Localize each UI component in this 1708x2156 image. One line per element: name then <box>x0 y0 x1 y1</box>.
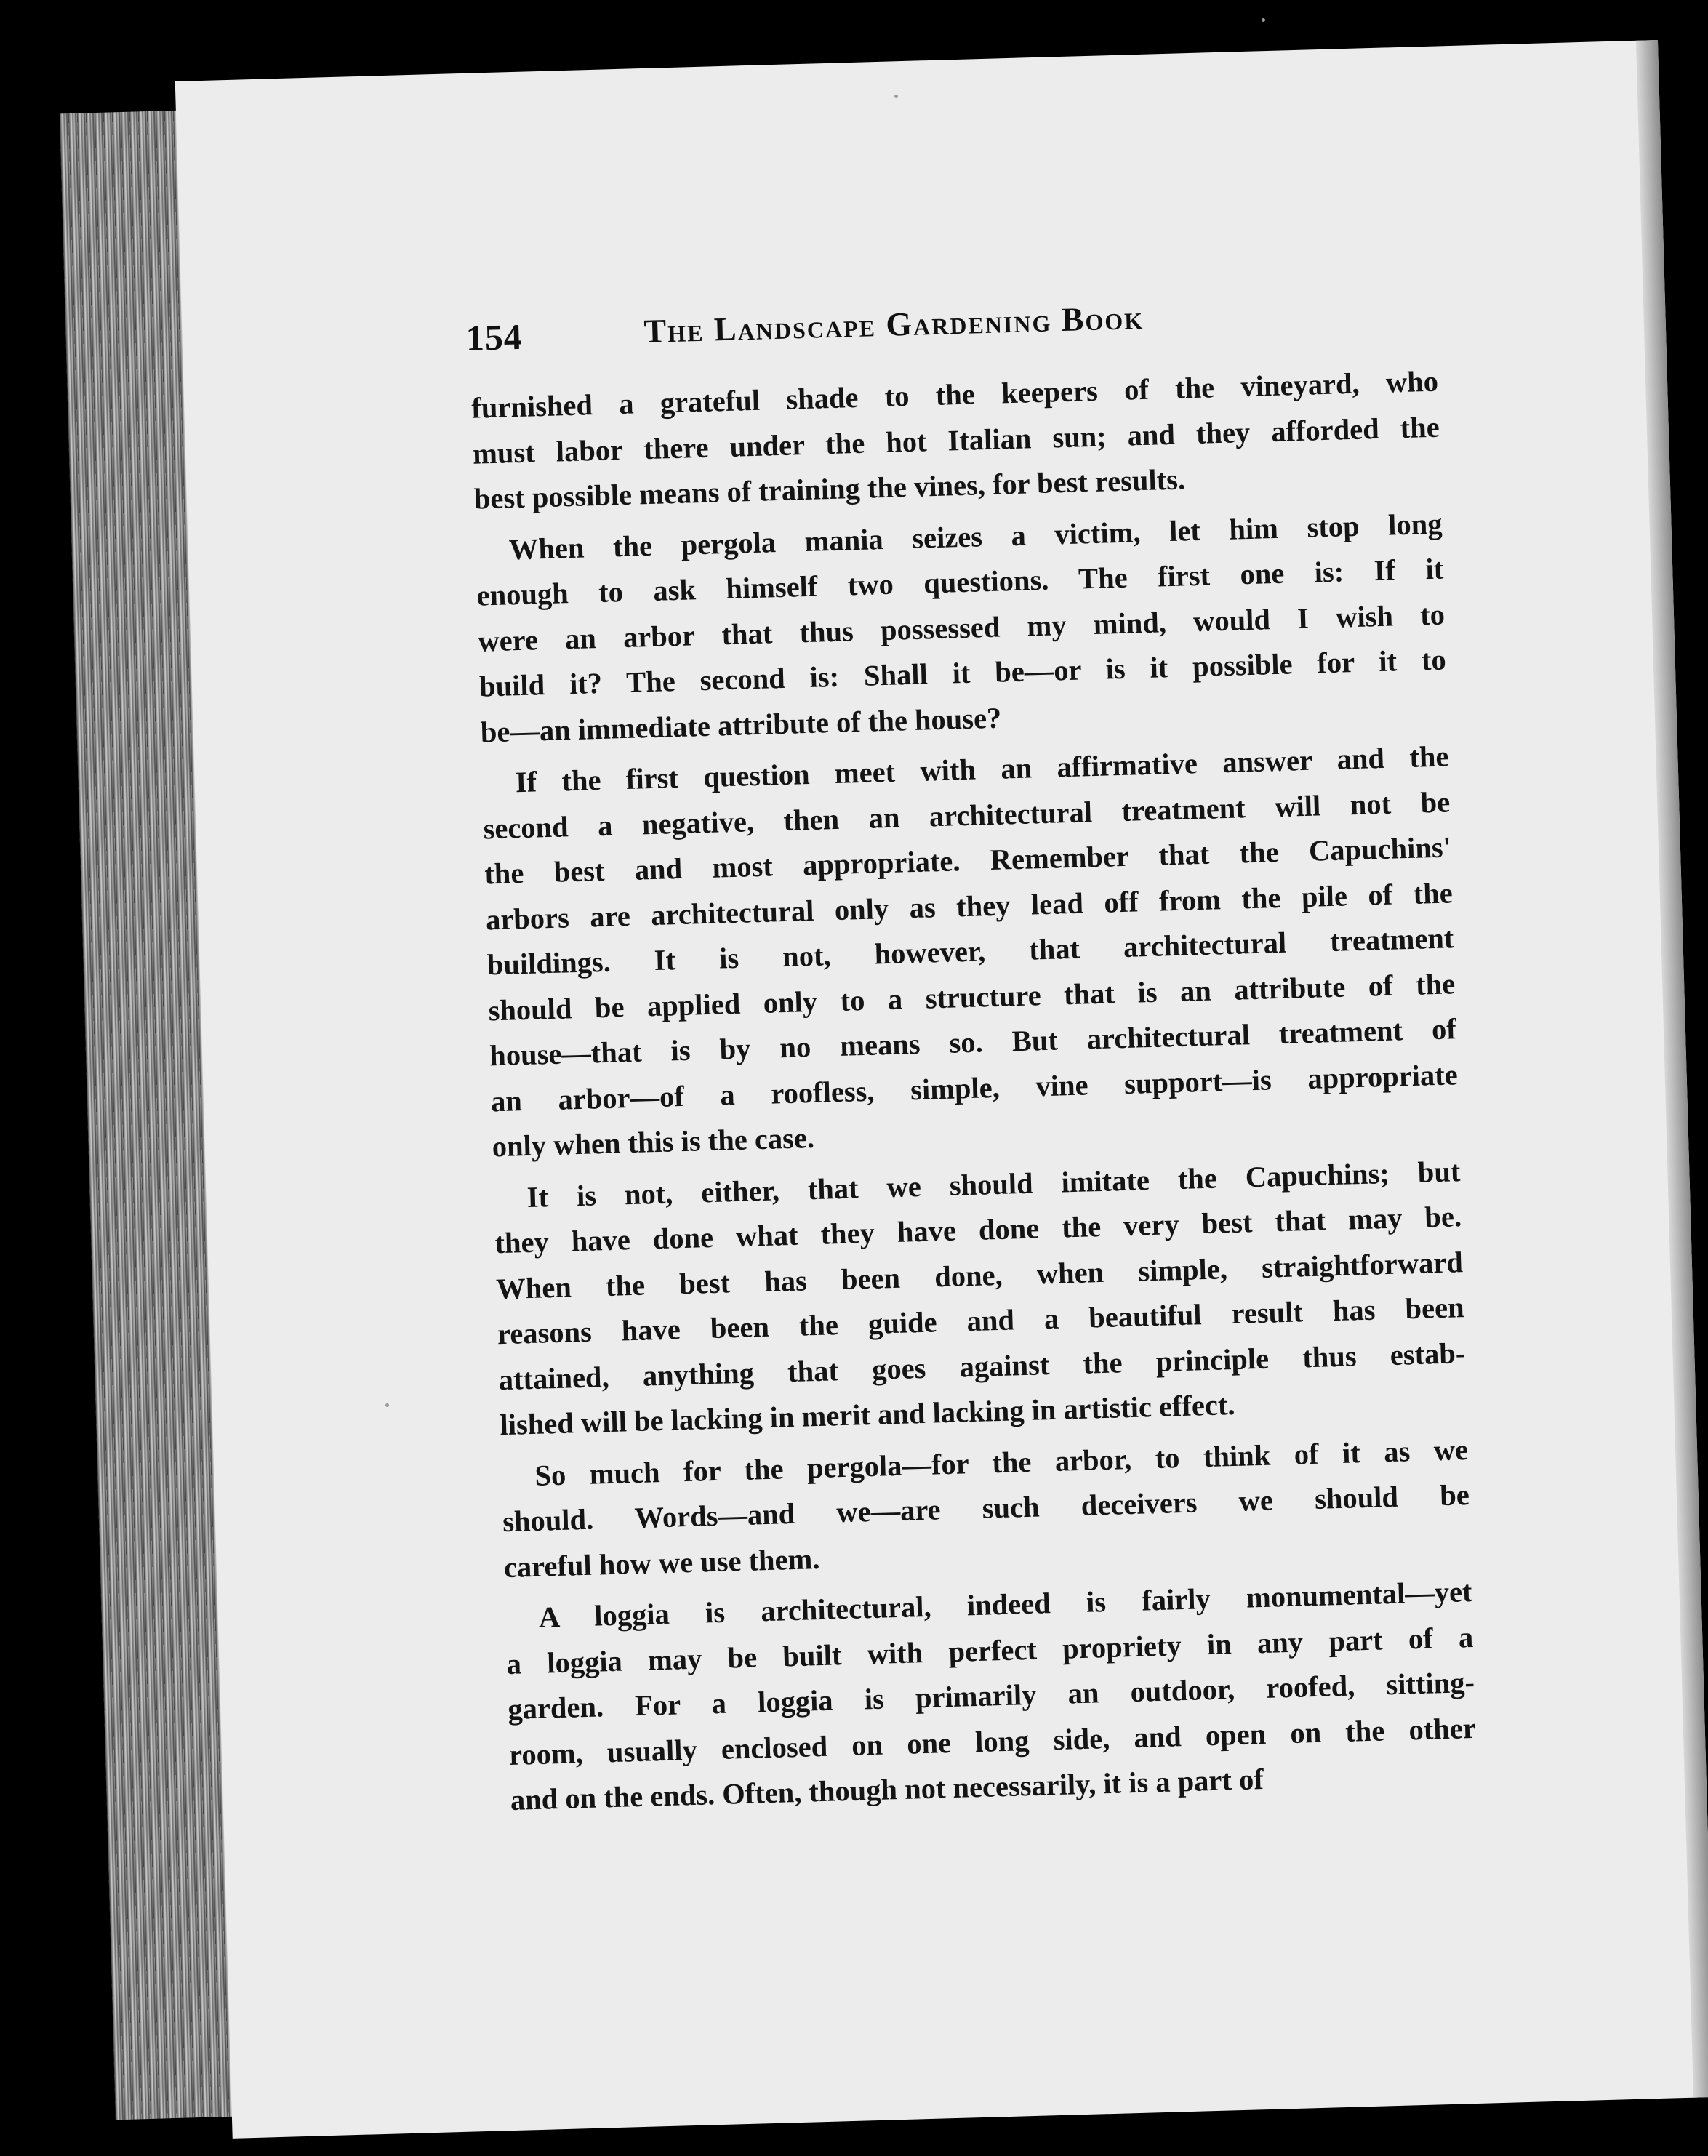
paragraph <box>505 1569 1478 1824</box>
text-line: lished will be lacking in merit and lacking in artistic effect. <box>499 1387 1236 1442</box>
text-line: only when this is the case. <box>492 1121 815 1163</box>
text-line: best possible means of training the vines, for best results. <box>473 462 1186 516</box>
text-line: were an arbor that thus possessed my mind, would I wish to <box>477 597 1446 658</box>
text-line: It is not, either, that we should imitate the Capuchins; but <box>526 1154 1461 1214</box>
text-line: an arbor—of a roofless, simple, vine support—is appropriate <box>490 1057 1459 1118</box>
text-line: When the best has been done, when simple, straightforward <box>495 1245 1464 1305</box>
binding-shadow <box>1636 40 1708 2098</box>
text-line: house—that is by no means so. But architectural treatment of <box>489 1012 1457 1073</box>
dust-speck <box>1262 18 1265 22</box>
text-line: arbors are architectural only as they lead off from the pile of the <box>485 875 1454 936</box>
text-line: furnished a grateful shade to the keepers of the vineyard, who <box>470 364 1439 425</box>
dust-speck <box>894 95 898 98</box>
text-line: and on the ends. Often, though not necessarily, it is a part of <box>510 1763 1264 1816</box>
text-line: attained, anything that goes against the principle thus estab- <box>498 1336 1466 1396</box>
running-title: The Landscape Gardening Book <box>643 298 1144 350</box>
text-line: build it? The second is: Shall it be—or is it possible for it to <box>478 643 1447 703</box>
text-line: be—an immediate attribute of the house? <box>480 701 1002 749</box>
paragraph <box>493 1149 1467 1448</box>
paragraph <box>481 734 1459 1169</box>
text-line: enough to ask himself two questions. The first one is: If it <box>476 552 1444 612</box>
text-line: should be applied only to a structure that is an attribute of the <box>487 966 1456 1027</box>
text-line: second a negative, then an architectural treatment will not be <box>482 785 1451 845</box>
text-line: they have done what they have done the very best that may be. <box>494 1200 1462 1260</box>
text-line: garden. For a loggia is primarily an outdoor, roofed, sitting- <box>507 1665 1475 1726</box>
paragraph <box>501 1427 1472 1591</box>
text-line: the best and most appropriate. Remember that the Capuchins' <box>484 830 1452 891</box>
text-line: If the first question meet with an affirmative answer and the <box>515 740 1449 799</box>
text-line: room, usually enclosed on one long side, and open on the other <box>508 1711 1477 1771</box>
text-line: When the pergola mania seizes a victim, let him stop long <box>508 507 1443 566</box>
text-line: So much for the pergola—for the arbor, to think of it as we <box>534 1432 1469 1492</box>
page-number: 154 <box>465 316 524 358</box>
text-line: A loggia is architectural, indeed is fairly monumental—yet <box>538 1574 1473 1634</box>
text-line: careful how we use them. <box>503 1542 820 1584</box>
text-line: reasons have been the guide and a beautiful result has been <box>497 1291 1465 1351</box>
body-text <box>471 359 1478 1824</box>
text-line: a loggia may be built with perfect propriety in any part of a <box>506 1620 1474 1680</box>
dust-speck <box>385 1403 389 1407</box>
scanned-book-page <box>59 40 1708 2149</box>
text-line: should. Words—and we—are such deceivers we should be <box>502 1478 1470 1539</box>
text-line: must labor there under the hot Italian sun; and they afforded the <box>472 410 1440 470</box>
text-line: buildings. It is not, however, that architectural treatment <box>486 921 1454 982</box>
paragraph <box>471 359 1442 523</box>
paragraph <box>475 501 1448 756</box>
